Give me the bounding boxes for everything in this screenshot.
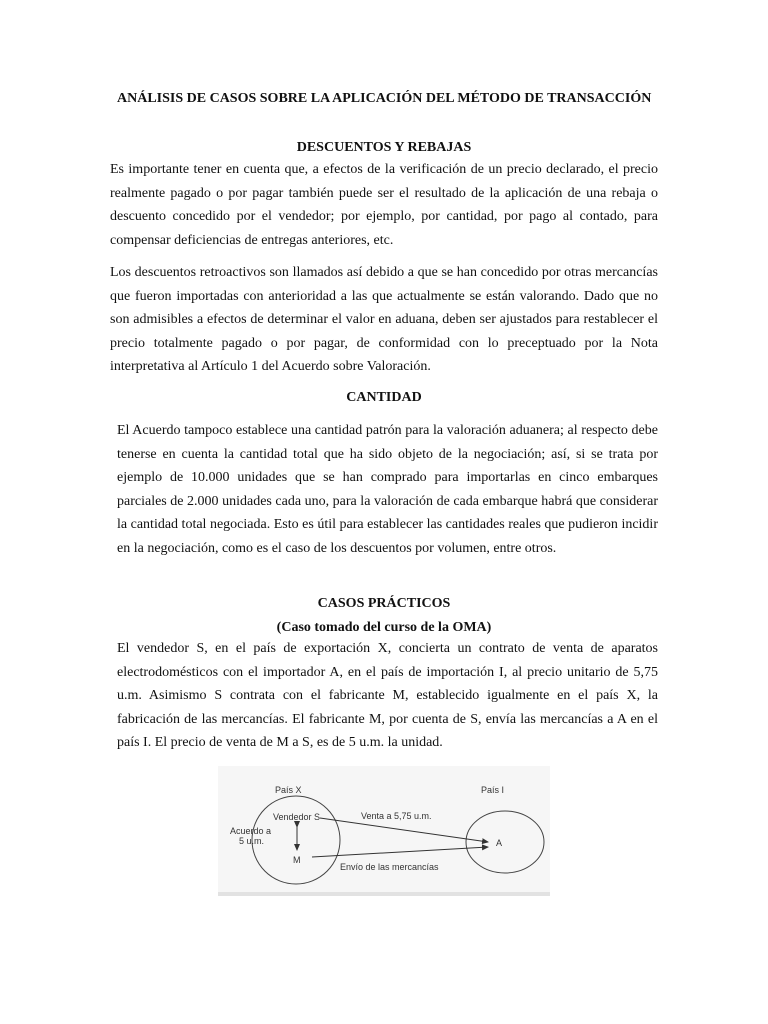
transaction-diagram [218, 766, 550, 896]
importer-label: A [496, 838, 503, 848]
document-title: ANÁLISIS DE CASOS SOBRE LA APLICACIÓN DEL MÉTODO DE TRANSACCIÓN [117, 91, 652, 106]
country-i-label: País I [481, 785, 505, 795]
agreement-label-line1: Acuerdo a [230, 826, 272, 836]
sale-label: Venta a 5,75 u.m. [361, 811, 432, 821]
section-subheading-caso-oma: (Caso tomado del curso de la OMA) [276, 620, 492, 635]
paragraph-descuentos-1: Es importante tener en cuenta que, a efectos de la verificación de un precio declarado, el precio realmente pagado o por pagar también puede ser el resultado de la aplicación de una rebaja o descuento concedido por el vendedor; por ejemplo, por cantidad, por pago al contado, para compensar deficiencias de entregas anteriores, etc. [110, 162, 658, 248]
shipment-label: Envío de las mercancías [340, 862, 439, 872]
section-heading-descuentos: DESCUENTOS Y REBAJAS [296, 140, 472, 155]
paragraph-cantidad: El Acuerdo tampoco establece una cantidad patrón para la valoración aduanera; al respecto debe tenerse en cuenta la cantidad total que ha sido objeto de la negociación; así, si se trata por ejemplo de 10.000 unidades que se han comprado para importarlas en cinco embarques parciales de 2.000 unidades cada uno, para la valoración de cada embarque habrá que considerar la cantidad total negociada. Esto es útil para establecer las cantidades reales que pudieron incidir en la negociación, como es el caso de los descuentos por volumen, entre otros. [117, 423, 658, 556]
section-heading-casos-practicos: CASOS PRÁCTICOS [317, 596, 451, 611]
paragraph-descuentos-2: Los descuentos retroactivos son llamados así debido a que se han concedido por otras mercancías que fueron importadas con anterioridad a las que actualmente se están valorando. Dado que no son admisibles a efectos de determinar el valor en aduana, deben ser ajustados para restablecer el precio totalmente pagado o por pagar, de conformidad con lo preceptuado por la Nota interpretativa al Artículo 1 del Acuerdo sobre Valoración. [110, 265, 658, 374]
country-x-label: País X [275, 785, 302, 795]
section-heading-cantidad: CANTIDAD [346, 390, 422, 405]
agreement-label-line2: 5 u.m. [239, 836, 265, 846]
manufacturer-label: M [293, 855, 301, 865]
paragraph-caso-practico: El vendedor S, en el país de exportación X, concierta un contrato de venta de aparatos electrodomésticos con el importador A, en el país de importación I, al precio unitario de 5,75 u.m. Asimismo S contrata con el fabricante M, establecido igualmente en el país X, la fabricación de las mercancías. El fabricante M, por cuenta de S, envía las mercancías a A en el país I. El precio de venta de M a S, es de 5 u.m. la unidad. [117, 641, 658, 750]
seller-label: Vendedor S [273, 812, 321, 822]
